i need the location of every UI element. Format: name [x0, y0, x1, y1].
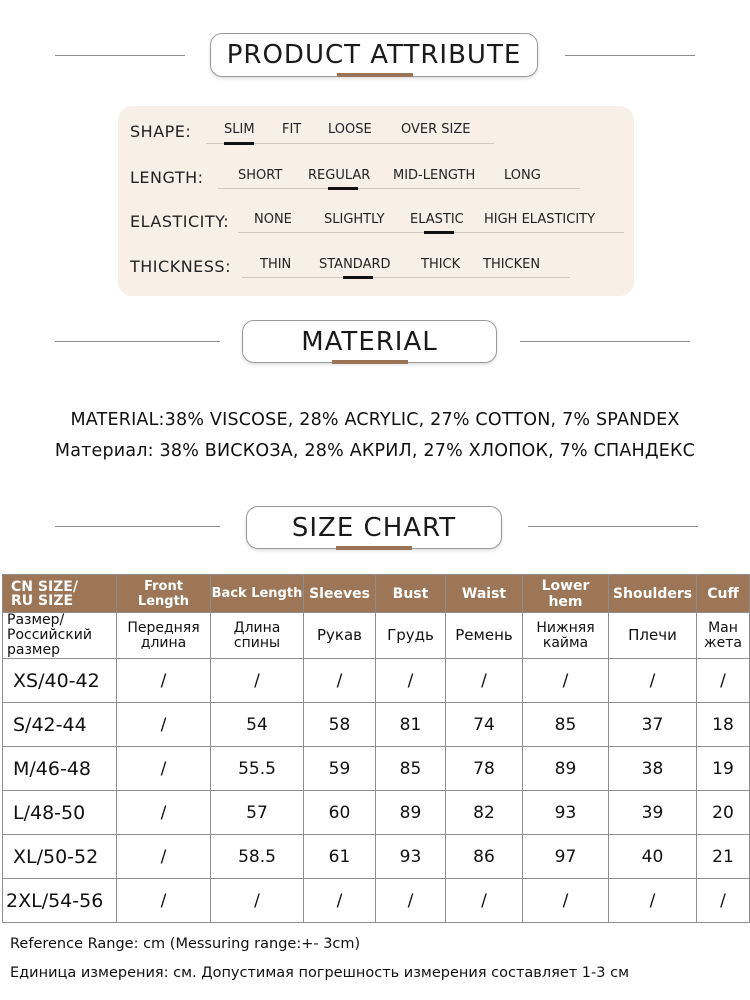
- value-cell: 37: [609, 703, 697, 747]
- ru-header-waist: Ремень: [446, 613, 523, 659]
- value-cell: 74: [446, 703, 523, 747]
- value-cell: 82: [446, 791, 523, 835]
- value-cell: /: [376, 879, 446, 923]
- ru-header-bust: Грудь: [376, 613, 446, 659]
- value-cell: /: [697, 659, 750, 703]
- size-label: S/42-44: [3, 703, 117, 747]
- ru-header-cuff: [697, 613, 750, 659]
- attr-option: HIGH ELASTICITY: [484, 212, 596, 227]
- value-cell: 58.5: [211, 835, 304, 879]
- attr-option: THICKEN: [483, 257, 541, 272]
- value-cell: /: [117, 659, 211, 703]
- value-cell: /: [446, 879, 523, 923]
- value-cell: 81: [376, 703, 446, 747]
- header-cuff: Cuff: [697, 575, 750, 613]
- header-back-length: Back Length: [211, 575, 304, 613]
- value-cell: /: [117, 791, 211, 835]
- attr-label: SHAPE:: [130, 122, 192, 141]
- value-cell: /: [117, 879, 211, 923]
- value-cell: /: [211, 879, 304, 923]
- ru-header-text: спины: [233, 634, 281, 651]
- value-cell: 60: [304, 791, 376, 835]
- value-cell: /: [697, 879, 750, 923]
- ru-header-front-length: [117, 613, 211, 659]
- value-cell: 89: [376, 791, 446, 835]
- attr-option: THICK: [421, 257, 461, 272]
- footer-note-ru: Единица измерения: см. Допустимая погрешность измерения составляет 1-3 см: [10, 965, 630, 981]
- value-cell: 85: [376, 747, 446, 791]
- section-title-box: [242, 320, 497, 363]
- header-shoulders: Shoulders: [609, 575, 697, 613]
- attr-row-elasticity: [118, 210, 634, 250]
- value-cell: /: [117, 835, 211, 879]
- value-cell: /: [609, 659, 697, 703]
- header-front-length: Front Length: [117, 575, 211, 613]
- ru-header-text: жета: [704, 634, 742, 651]
- attr-option: LOOSE: [328, 122, 372, 137]
- table-header-row: [3, 575, 750, 613]
- ru-header-size: [3, 613, 117, 659]
- attr-rule: [218, 188, 580, 189]
- accent-bar: [332, 360, 408, 364]
- attr-option: SHORT: [238, 168, 283, 183]
- size-chart-table: [2, 574, 750, 923]
- value-cell: /: [117, 703, 211, 747]
- attr-option: ELASTIC: [410, 212, 464, 227]
- divider-right: [520, 341, 690, 342]
- value-cell: /: [117, 747, 211, 791]
- attr-row-length: [118, 166, 634, 206]
- ru-header-text: длина: [140, 634, 187, 651]
- attr-option: SLIGHTLY: [324, 212, 385, 227]
- attr-option: STANDARD: [319, 257, 391, 272]
- value-cell: 38: [609, 747, 697, 791]
- value-cell: 93: [523, 791, 609, 835]
- value-cell: 89: [523, 747, 609, 791]
- divider-right: [528, 526, 698, 527]
- divider-left: [55, 55, 185, 56]
- value-cell: 20: [697, 791, 750, 835]
- size-label: XS/40-42: [3, 659, 117, 703]
- selected-indicator: [328, 187, 358, 190]
- attribute-panel: [118, 106, 634, 296]
- attr-label: ELASTICITY:: [130, 212, 230, 231]
- ru-header-text: размер: [7, 642, 60, 658]
- header-text: CN SIZE/: [11, 578, 78, 595]
- accent-bar: [337, 73, 413, 77]
- attr-option: REGULAR: [308, 168, 371, 183]
- table-row: [3, 703, 750, 747]
- divider-left: [55, 341, 220, 342]
- ru-header-sleeves: Рукав: [304, 613, 376, 659]
- footer-note-en: Reference Range: cm (Messuring range:+- 3cm): [10, 936, 361, 952]
- ru-header-text: кайма: [542, 634, 589, 651]
- value-cell: 59: [304, 747, 376, 791]
- attr-option: OVER SIZE: [401, 122, 471, 137]
- attr-option: MID-LENGTH: [393, 168, 476, 183]
- value-cell: 19: [697, 747, 750, 791]
- table-ru-header-row: [3, 613, 750, 659]
- material-text-en: MATERIAL:38% VISCOSE, 28% ACRYLIC, 27% COTTON, 7% SPANDEX: [70, 410, 680, 430]
- value-cell: /: [304, 879, 376, 923]
- accent-bar: [336, 546, 412, 550]
- attr-rule: [242, 277, 570, 278]
- attr-label: THICKNESS:: [130, 257, 231, 276]
- value-cell: 85: [523, 703, 609, 747]
- selected-indicator: [343, 276, 373, 279]
- divider-left: [55, 526, 220, 527]
- value-cell: /: [211, 659, 304, 703]
- section-title-box: [210, 33, 538, 77]
- header-sleeves: Sleeves: [304, 575, 376, 613]
- selected-indicator: [424, 231, 454, 234]
- value-cell: /: [523, 879, 609, 923]
- value-cell: 21: [697, 835, 750, 879]
- ru-header-text: Длина: [233, 619, 281, 636]
- value-cell: /: [446, 659, 523, 703]
- value-cell: 61: [304, 835, 376, 879]
- attr-option: THIN: [260, 257, 292, 272]
- ru-header-text: Передняя: [127, 619, 200, 636]
- attr-option: NONE: [254, 212, 292, 227]
- value-cell: 86: [446, 835, 523, 879]
- value-cell: 55.5: [211, 747, 304, 791]
- selected-indicator: [224, 142, 254, 145]
- value-cell: 78: [446, 747, 523, 791]
- attr-option: FIT: [282, 122, 302, 137]
- table-row: [3, 747, 750, 791]
- table-row: [3, 659, 750, 703]
- value-cell: /: [376, 659, 446, 703]
- value-cell: 39: [609, 791, 697, 835]
- size-label: M/46-48: [3, 747, 117, 791]
- ru-header-back-length: [211, 613, 304, 659]
- attr-row-shape: [118, 120, 634, 160]
- value-cell: 40: [609, 835, 697, 879]
- header-bust: Bust: [376, 575, 446, 613]
- attr-row-thickness: [118, 255, 634, 295]
- ru-header-text: Российский: [7, 627, 92, 643]
- header-text: RU SIZE: [11, 592, 74, 609]
- size-label: L/48-50: [3, 791, 117, 835]
- attr-label: LENGTH:: [130, 168, 204, 187]
- table-row: [3, 879, 750, 923]
- ru-header-shoulders: Плечи: [609, 613, 697, 659]
- section-title: MATERIAL: [301, 326, 438, 357]
- ru-header-text: Размер/: [7, 612, 65, 628]
- header-cn-ru-size: [3, 575, 117, 613]
- section-title: SIZE CHART: [291, 512, 457, 543]
- value-cell: /: [523, 659, 609, 703]
- header-lower-hem: Lower hem: [523, 575, 609, 613]
- size-label: XL/50-52: [3, 835, 117, 879]
- section-title: PRODUCT ATTRIBUTE: [226, 40, 522, 70]
- value-cell: 18: [697, 703, 750, 747]
- section-title-box: [246, 506, 502, 549]
- value-cell: 93: [376, 835, 446, 879]
- ru-header-text: Ман: [708, 619, 738, 636]
- value-cell: 58: [304, 703, 376, 747]
- value-cell: /: [304, 659, 376, 703]
- size-label: 2XL/54-56: [3, 879, 117, 923]
- table-row: [3, 791, 750, 835]
- value-cell: /: [609, 879, 697, 923]
- ru-header-text: Нижняя: [536, 619, 595, 636]
- divider-right: [565, 55, 695, 56]
- value-cell: 54: [211, 703, 304, 747]
- table-row: [3, 835, 750, 879]
- value-cell: 57: [211, 791, 304, 835]
- ru-header-lower-hem: [523, 613, 609, 659]
- attr-option: LONG: [504, 168, 541, 183]
- value-cell: 97: [523, 835, 609, 879]
- material-text-ru: Материал: 38% ВИСКОЗА, 28% АКРИЛ, 27% ХЛОПОК, 7% СПАНДЕКС: [54, 441, 696, 461]
- header-waist: Waist: [446, 575, 523, 613]
- attr-option: SLIM: [224, 122, 255, 137]
